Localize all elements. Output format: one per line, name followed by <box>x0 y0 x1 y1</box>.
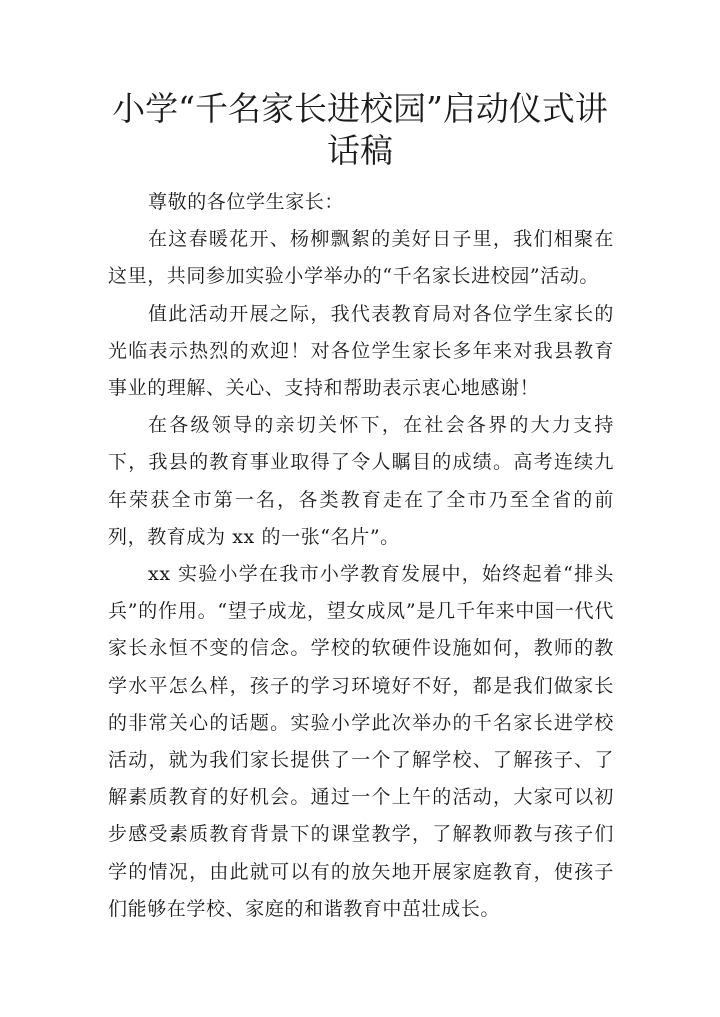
paragraph-3: 在各级领导的亲切关怀下，在社会各界的大力支持下，我县的教育事业取得了令人瞩目的成绩。高考连续九年荣获全市第一名，各类教育走在了全市乃至全省的前列，教育成为 xx 的一张“名片”。 <box>108 414 614 548</box>
document-body <box>108 184 614 928</box>
paragraph-1: 在这春暖花开、杨柳飘絮的美好日子里，我们相聚在这里，共同参加实验小学举办的“千名家长进校园”活动。 <box>108 228 614 288</box>
document-title: 小学“千名家长进校园”启动仪式讲话稿 <box>112 89 608 170</box>
paragraph-4: xx 实验小学在我市小学教育发展中，始终起着“排头兵”的作用。“望子成龙，望女成凤”是几千年来中国一代代家长永恒不变的信念。学校的软硬件设施如何，教师的教学水平怎么样，孩子的学习环境好不好，都是我们做家长的非常关心的话题。实验小学此次举办的千名家长进学校活动，就为我们家长提供了一个了解学校、了解孩子、了解素质教育的好机会。通过一个上午的活动，大家可以初步感受素质教育背景下的课堂教学，了解教师教与孩子们学的情况，由此就可以有的放矢地开展家庭教育，使孩子们能够在学校、家庭的和谐教育中茁壮成长。 <box>108 563 614 920</box>
paragraph-2: 值此活动开展之际，我代表教育局对各位学生家长的光临表示热烈的欢迎！对各位学生家长多年来对我县教育事业的理解、关心、支持和帮助表示衷心地感谢！ <box>108 302 614 400</box>
salutation: 尊敬的各位学生家长： <box>148 191 345 213</box>
